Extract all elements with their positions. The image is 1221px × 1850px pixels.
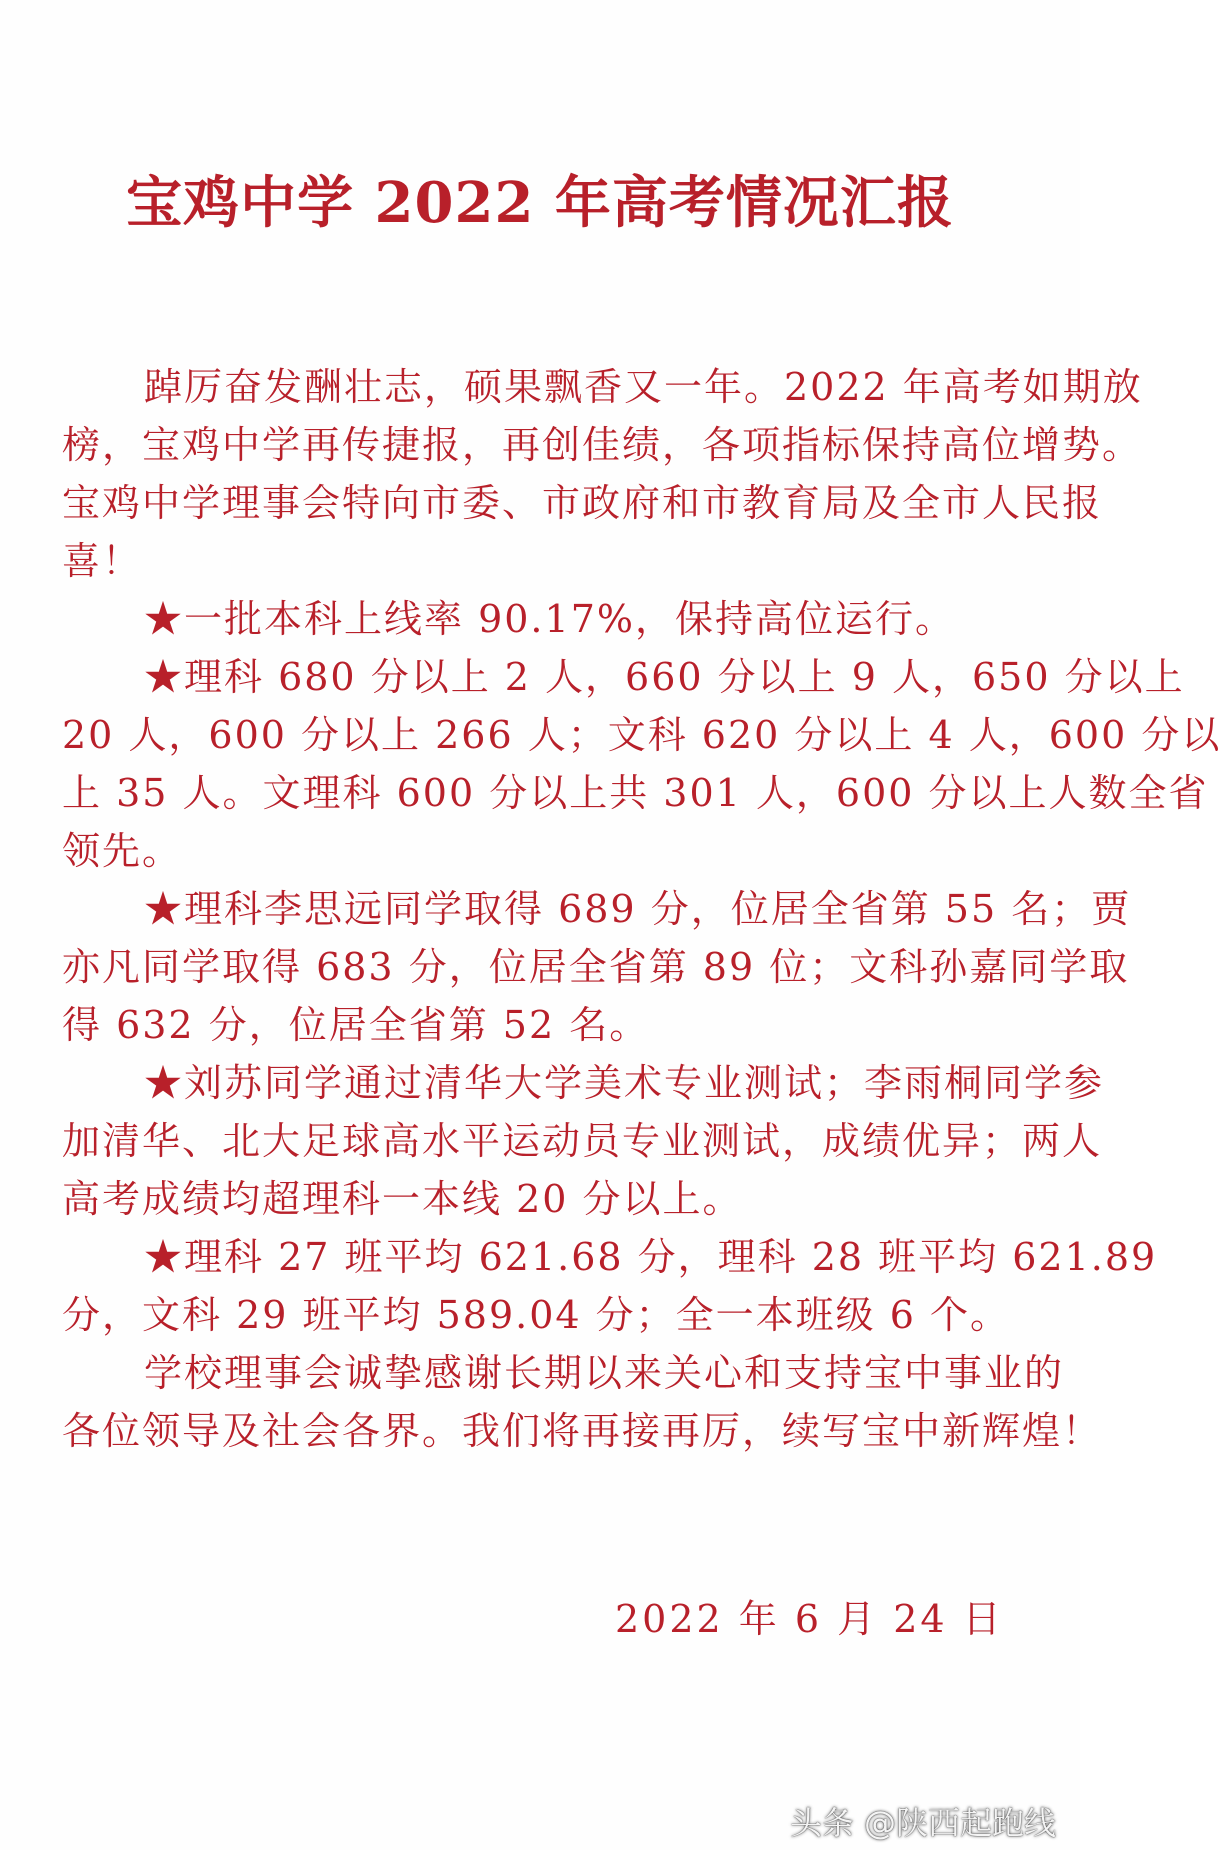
paragraph-line: 宝鸡中学理事会特向市委、市政府和市教育局及全市人民报 (62, 481, 1103, 525)
highlight-item: ★刘苏同学通过清华大学美术专业测试；李雨桐同学参 (144, 1061, 1105, 1105)
paragraph-line: 踔厉奋发酬壮志，硕果飘香又一年。2022 年高考如期放 (144, 365, 1143, 409)
highlight-item: ★理科 27 班平均 621.68 分，理科 28 班平均 621.89 (144, 1235, 1158, 1279)
document-title: 宝鸡中学 2022 年高考情况汇报 (126, 170, 954, 236)
source-watermark: 头条 @陕西起跑线 (789, 1804, 1056, 1842)
paragraph-line: 喜！ (62, 539, 143, 583)
paragraph-line: 得 632 分，位居全省第 52 名。 (62, 1003, 650, 1047)
paragraph-line: 榜，宝鸡中学再传捷报，再创佳绩，各项指标保持高位增势。 (62, 423, 1143, 467)
paragraph-line: 领先。 (62, 829, 183, 873)
document-body (62, 358, 1221, 1460)
highlight-item: ★理科李思远同学取得 689 分，位居全省第 55 名；贾 (144, 887, 1132, 931)
document-date: 2022 年 6 月 24 日 (615, 1597, 1004, 1641)
highlight-item: ★理科 680 分以上 2 人，660 分以上 9 人，650 分以上 (144, 655, 1185, 699)
paragraph-line: 学校理事会诚挚感谢长期以来关心和支持宝中事业的 (144, 1351, 1065, 1395)
highlight-item: ★一批本科上线率 90.17%，保持高位运行。 (144, 597, 955, 641)
paragraph-line: 各位领导及社会各界。我们将再接再厉，续写宝中新辉煌！ (62, 1409, 1103, 1453)
paragraph-line: 上 35 人。文理科 600 分以上共 301 人，600 分以上人数全省 (62, 771, 1209, 815)
paragraph-line: 20 人，600 分以上 266 人；文科 620 分以上 4 人，600 分以 (62, 713, 1221, 757)
paragraph-line: 高考成绩均超理科一本线 20 分以上。 (62, 1177, 743, 1221)
paragraph-line: 亦凡同学取得 683 分，位居全省第 89 位；文科孙嘉同学取 (62, 945, 1130, 989)
paragraph-line: 分，文科 29 班平均 589.04 分；全一本班级 6 个。 (62, 1293, 1010, 1337)
paragraph-line: 加清华、北大足球高水平运动员专业测试，成绩优异；两人 (62, 1119, 1103, 1163)
